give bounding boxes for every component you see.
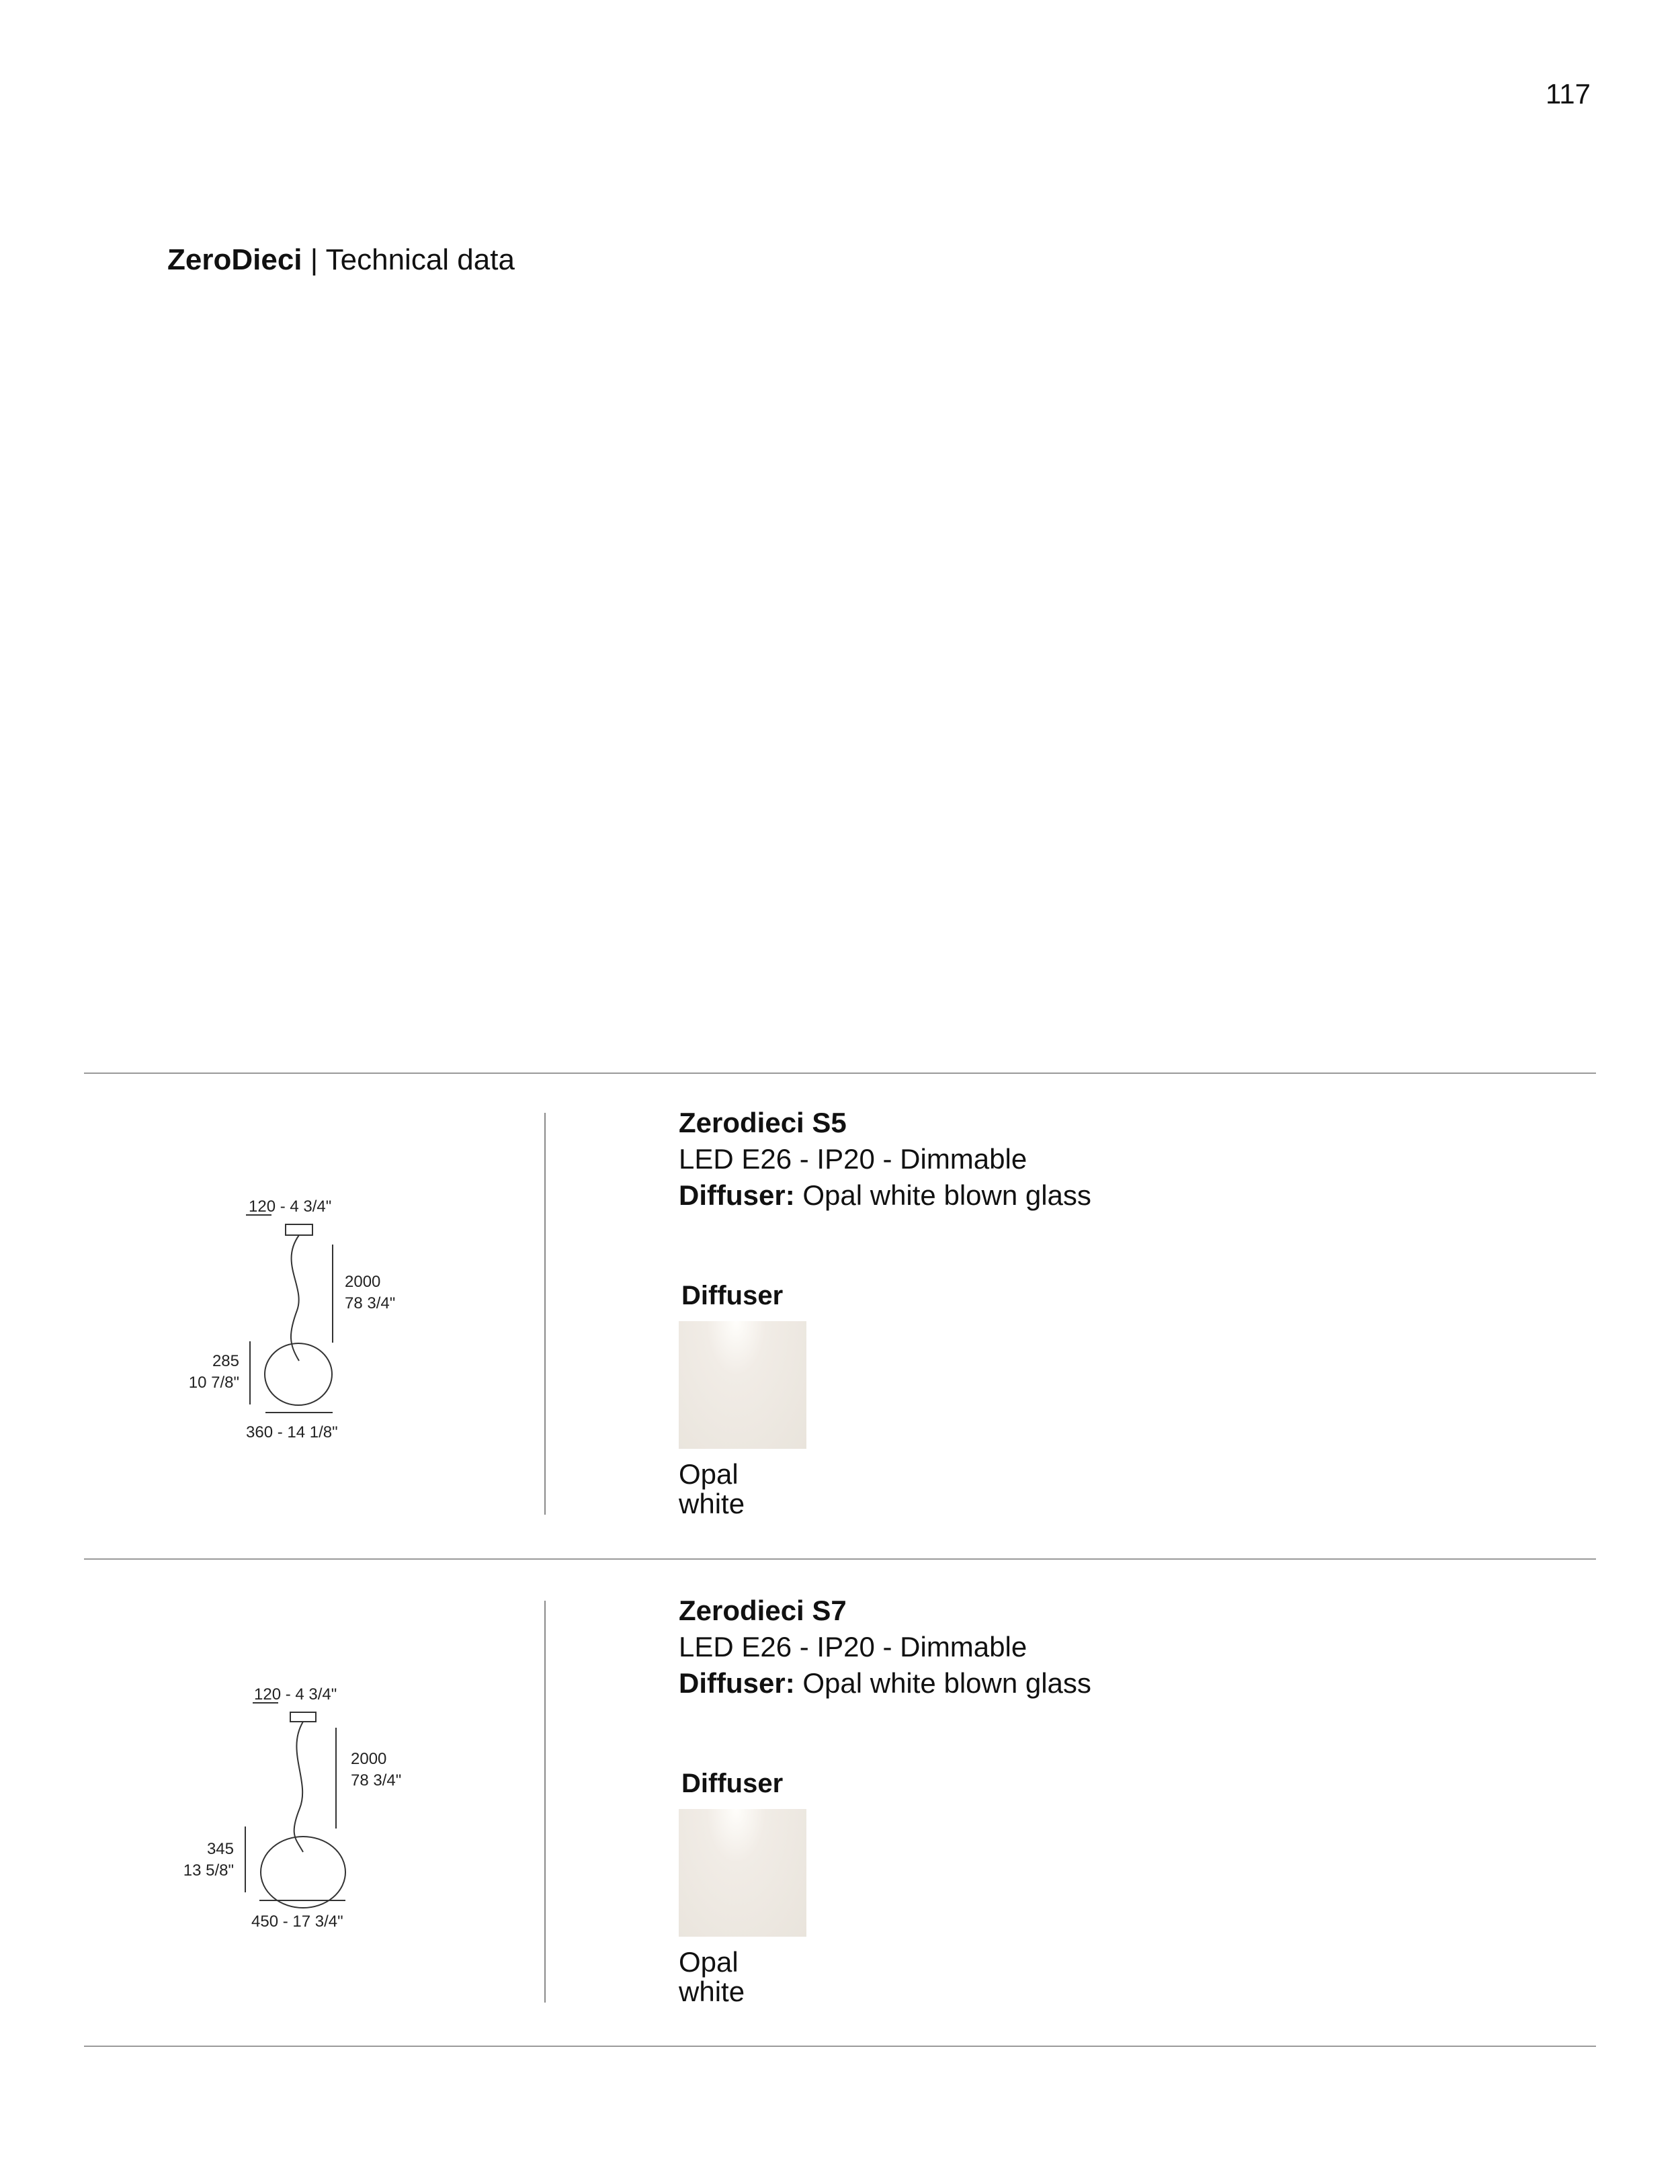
product-spec: LED E26 - IP20 - Dimmable (679, 1143, 1027, 1175)
finish-label-line2: white (679, 1976, 745, 2007)
dim-diameter: 360 - 14 1/8" (246, 1423, 338, 1441)
product-spec: LED E26 - IP20 - Dimmable (679, 1631, 1027, 1663)
finish-swatch-opal-white (679, 1321, 806, 1449)
finish-label-line1: Opal (679, 1458, 739, 1490)
finish-label-line2: white (679, 1488, 745, 1519)
product-name: Zerodieci S7 (679, 1595, 847, 1626)
diffuser-value: Opal white blown glass (802, 1179, 1091, 1211)
product-drawing-s7 (134, 1657, 470, 2007)
dim-cable-in: 78 3/4" (351, 1771, 402, 1790)
finish-label (679, 1460, 880, 1519)
section-divider-top (84, 1073, 1596, 1074)
section-title: Technical data (325, 243, 515, 276)
column-divider (544, 1601, 546, 2003)
finish-swatch-opal-white (679, 1809, 806, 1937)
product-info-s7 (679, 1593, 1552, 2023)
product-name: Zerodieci S5 (679, 1107, 847, 1138)
product-diffuser (679, 1665, 1552, 1702)
dim-diameter: 450 - 17 3/4" (251, 1913, 343, 1931)
finishes-title: Diffuser (681, 1769, 784, 1798)
diffuser-value: Opal white blown glass (802, 1667, 1091, 1699)
title-separator: | (310, 243, 319, 276)
dim-canopy: 120 - 4 3/4" (254, 1685, 337, 1704)
pendant-outline-drawing (134, 1169, 470, 1519)
dim-height-in: 13 5/8" (183, 1861, 234, 1880)
dim-height-in: 10 7/8" (188, 1374, 239, 1392)
dim-canopy: 120 - 4 3/4" (249, 1198, 332, 1216)
product-info-s5 (679, 1105, 1552, 1535)
dim-cable-mm: 2000 (351, 1750, 387, 1768)
page-number: 117 (1546, 78, 1591, 110)
section-divider-middle (84, 1558, 1596, 1560)
dim-cable-in: 78 3/4" (345, 1294, 396, 1312)
finish-label-line1: Opal (679, 1946, 739, 1978)
finish-label (679, 1947, 880, 2007)
brand-name: ZeroDieci (167, 243, 302, 276)
page-title (167, 243, 515, 277)
dim-height-mm: 345 (206, 1840, 234, 1858)
column-divider (544, 1113, 546, 1515)
finishes-title: Diffuser (681, 1281, 784, 1310)
product-drawing-s5 (134, 1169, 470, 1519)
diffuser-label: Diffuser: (679, 1667, 795, 1699)
diffuser-label: Diffuser: (679, 1179, 795, 1211)
section-divider-bottom (84, 2046, 1596, 2047)
dim-cable-mm: 2000 (345, 1273, 381, 1291)
dim-height-mm: 285 (212, 1352, 239, 1370)
product-diffuser (679, 1177, 1552, 1214)
pendant-outline-drawing (134, 1657, 470, 2007)
